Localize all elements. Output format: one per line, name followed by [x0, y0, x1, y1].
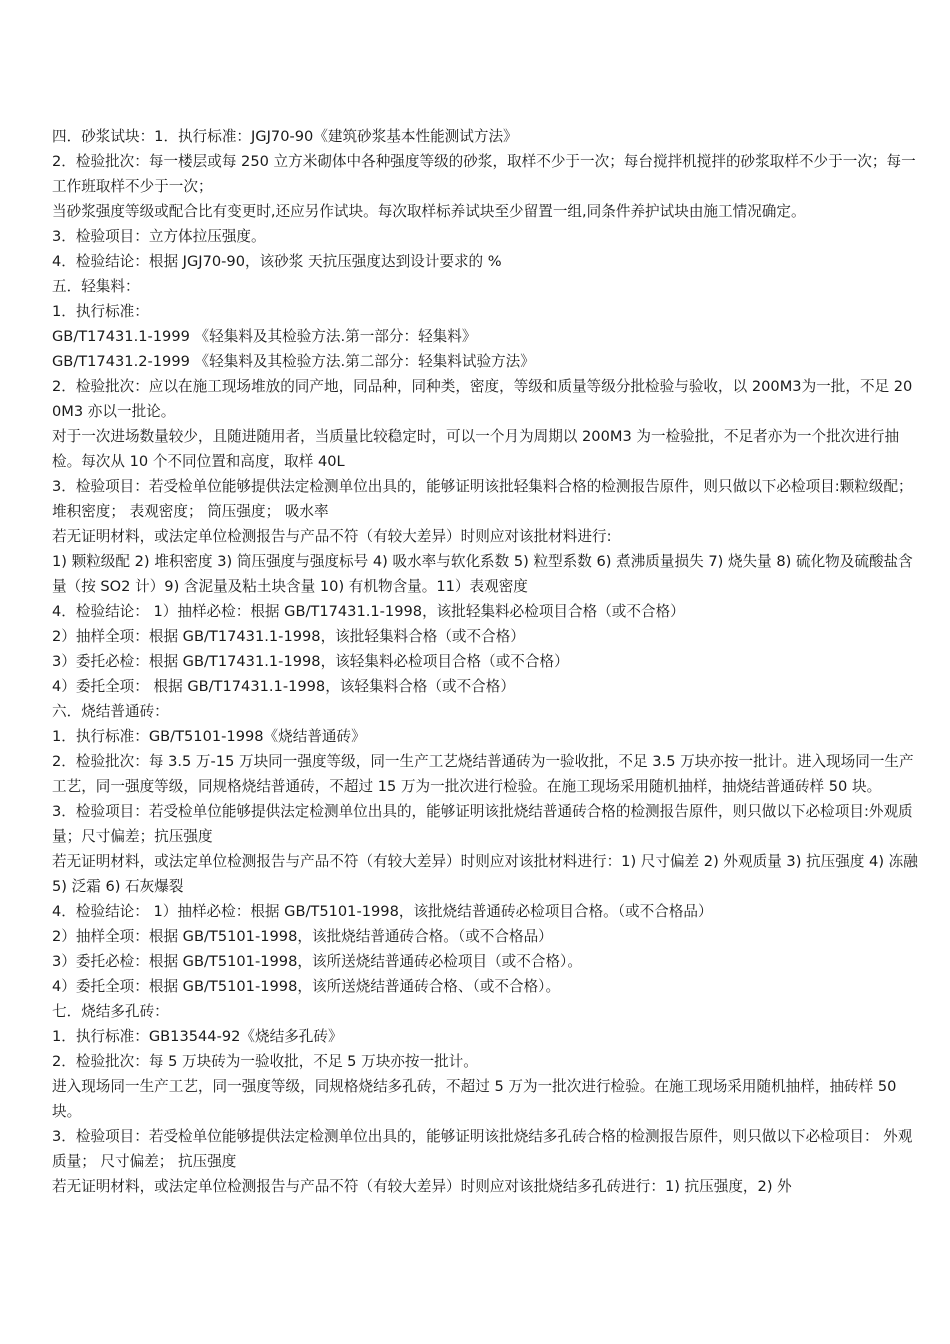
paragraph-line: GB/T17431.2-1999 《轻集料及其检验方法.第二部分：轻集料试验方法》	[52, 353, 535, 370]
paragraph-line: 4．检验结论： 1）抽样必检：根据 GB/T17431.1-1998，该批轻集料必检项目合格（或不合格）	[52, 603, 685, 620]
paragraph-line: 2）抽样全项：根据 GB/T5101-1998，该批烧结普通砖合格。（或不合格品）	[52, 928, 553, 945]
paragraph-line: 2．检验批次：每 3.5 万-15 万块同一强度等级，同一生产工艺烧结普通砖为一验收批，不足 3.5 万块亦按一批计。进入现场同一生产工艺，同一强度等级，同规格烧结普通砖，不超过 15 万为一批次进行检验。在施工现场采用随机抽样，抽烧结普通砖样 50 块。	[52, 753, 914, 795]
paragraph-line: 若无证明材料，或法定单位检测报告与产品不符（有较大差异）时则应对该批材料进行:	[52, 528, 612, 545]
section-heading: 六．烧结普通砖：	[52, 703, 169, 720]
paragraph-line: 2．检验批次：每一楼层或每 250 立方米砌体中各种强度等级的砂浆，取样不少于一次；每台搅拌机搅拌的砂浆取样不少于一次；每一工作班取样不少于一次；	[52, 153, 916, 195]
paragraph-line: 对于一次进场数量较少，且随进随用者，当质量比较稳定时，可以一个月为周期以 200M3 为一检验批，不足者亦为一个批次进行抽检。每次从 10 个不同位置和高度，取样 40L	[52, 428, 900, 470]
paragraph-line: 4）委托全项： 根据 GB/T17431.1-1998，该轻集料合格（或不合格）	[52, 678, 515, 695]
paragraph-line: 3．检验项目：若受检单位能够提供法定检测单位出具的，能够证明该批烧结多孔砖合格的检测报告原件，则只做以下必检项目： 外观质量； 尺寸偏差； 抗压强度	[52, 1128, 913, 1170]
paragraph-line: 1) 颗粒级配 2) 堆积密度 3) 筒压强度与强度标号 4) 吸水率与软化系数 5) 粒型系数 6) 煮沸质量损失 7) 烧失量 8) 硫化物及硫酸盐含量（按 SO2 计）9) 含泥量及粘土块含量 10) 有机物含量。11）表观密度	[52, 553, 913, 595]
paragraph-line: 4．检验结论：根据 JGJ70-90，该砂浆 天抗压强度达到设计要求的 %	[52, 253, 502, 270]
paragraph-line: 2）抽样全项：根据 GB/T17431.1-1998，该批轻集料合格（或不合格）	[52, 628, 525, 645]
paragraph-line: 若无证明材料，或法定单位检测报告与产品不符（有较大差异）时则应对该批材料进行：1) 尺寸偏差 2) 外观质量 3) 抗压强度 4) 冻融 5) 泛霜 6) 石灰爆裂	[52, 853, 918, 895]
paragraph-line: 2．检验批次：应以在施工现场堆放的同产地，同品种，同种类，密度，等级和质量等级分批检验与验收，以 200M3为一批，不足 200M3 亦以一批论。	[52, 378, 913, 420]
paragraph-line: 3．检验项目：若受检单位能够提供法定检测单位出具的，能够证明该批轻集料合格的检测报告原件，则只做以下必检项目:颗粒级配； 堆积密度； 表观密度； 筒压强度； 吸水率	[52, 478, 913, 520]
paragraph-line: 3．检验项目：立方体拉压强度。	[52, 228, 266, 245]
paragraph-line: 2．检验批次：每 5 万块砖为一验收批，不足 5 万块亦按一批计。	[52, 1053, 478, 1070]
section-heading: 七．烧结多孔砖：	[52, 1003, 169, 1020]
paragraph-line: 若无证明材料，或法定单位检测报告与产品不符（有较大差异）时则应对该批烧结多孔砖进行：1) 抗压强度，2) 外	[52, 1178, 792, 1195]
section-heading: 五．轻集料：	[52, 278, 140, 295]
paragraph-line: 4．检验结论： 1）抽样必检：根据 GB/T5101-1998，该批烧结普通砖必检项目合格。（或不合格品）	[52, 903, 713, 920]
paragraph-line: 1．执行标准：GB/T5101-1998《烧结普通砖》	[52, 728, 366, 745]
paragraph-line: 四．砂浆试块：1．执行标准：JGJ70-90《建筑砂浆基本性能测试方法》	[52, 128, 518, 145]
paragraph-line: 1．执行标准：GB13544-92《烧结多孔砖》	[52, 1028, 343, 1045]
document-body	[52, 124, 918, 1199]
paragraph-line: 当砂浆强度等级或配合比有变更时,还应另作试块。每次取样标养试块至少留置一组,同条件养护试块由施工情况确定。	[52, 203, 806, 220]
paragraph-line: 3）委托必检：根据 GB/T5101-1998，该所送烧结普通砖必检项目（或不合格）。	[52, 953, 582, 970]
paragraph-line: GB/T17431.1-1999 《轻集料及其检验方法.第一部分：轻集料》	[52, 328, 477, 345]
paragraph-line: 进入现场同一生产工艺，同一强度等级，同规格烧结多孔砖，不超过 5 万为一批次进行检验。在施工现场采用随机抽样，抽砖样 50 块。	[52, 1078, 897, 1120]
paragraph-line: 4）委托全项：根据 GB/T5101-1998，该所送烧结普通砖合格、（或不合格）。	[52, 978, 561, 995]
paragraph-line: 3．检验项目：若受检单位能够提供法定检测单位出具的，能够证明该批烧结普通砖合格的检测报告原件，则只做以下必检项目:外观质量；尺寸偏差；抗压强度	[52, 803, 913, 845]
paragraph-line: 1．执行标准：	[52, 303, 149, 320]
paragraph-line: 3）委托必检：根据 GB/T17431.1-1998，该轻集料必检项目合格（或不合格）	[52, 653, 569, 670]
